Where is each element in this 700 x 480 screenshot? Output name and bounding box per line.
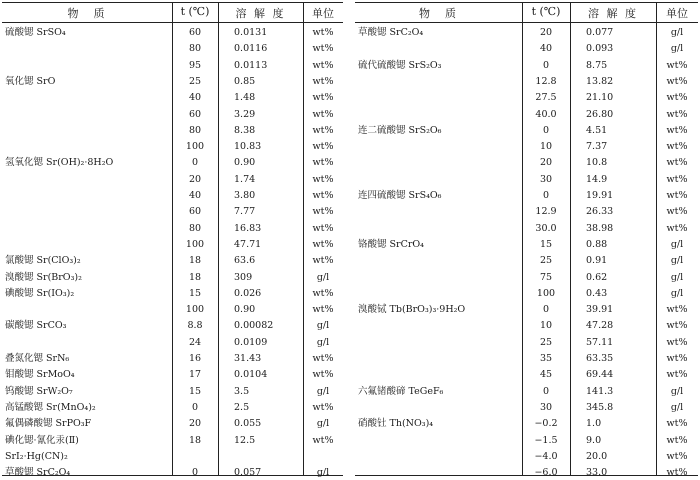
solubility-cell: 0.0131 [234, 27, 268, 38]
temperature-cell: 17 [188, 369, 202, 381]
table-row [2, 123, 343, 138]
unit-cell: wt% [312, 75, 334, 87]
unit-cell: wt% [312, 434, 334, 446]
table-row [2, 58, 343, 73]
solubility-cell: 8.75 [586, 59, 608, 71]
solubility-cell: 7.77 [234, 206, 256, 218]
solubility-cell: 0.055 [234, 418, 262, 430]
temperature-cell: −6.0 [534, 467, 558, 479]
table-row [2, 400, 343, 415]
substance-cell: 草酸锶 SrC₂O₄ [358, 27, 424, 38]
table-row [355, 384, 698, 399]
table-row [355, 253, 698, 268]
temperature-cell: 75 [539, 271, 553, 283]
unit-cell: g/l [316, 271, 330, 283]
solubility-cell: 69.44 [586, 369, 614, 381]
solubility-cell: 31.43 [234, 353, 262, 364]
solubility-cell: 345.8 [586, 401, 614, 413]
unit-cell: wt% [312, 206, 334, 218]
table-row [355, 139, 698, 154]
unit-cell: wt% [312, 173, 334, 185]
solubility-cell: 0.077 [586, 27, 614, 38]
table-row [2, 204, 343, 219]
temperature-cell: 45 [539, 369, 553, 381]
temperature-cell: 100 [185, 304, 205, 316]
temperature-cell: 18 [188, 434, 202, 446]
unit-cell: wt% [666, 190, 688, 201]
temperature-cell: 12.9 [535, 206, 557, 218]
substance-cell: 碳酸锶 SrCO₃ [5, 320, 67, 332]
solubility-cell: 63.35 [586, 353, 614, 364]
solubility-cell: 0.62 [586, 271, 608, 283]
unit-cell: wt% [666, 141, 688, 153]
table-row [355, 41, 698, 56]
table-row [2, 335, 343, 350]
solubility-cell: 38.98 [586, 222, 614, 234]
table-row [2, 286, 343, 301]
solubility-cell: 0.88 [586, 238, 608, 250]
temperature-cell: 30 [539, 173, 553, 185]
temperature-cell: 30.0 [535, 222, 557, 234]
temperature-cell: 24 [188, 336, 202, 348]
solubility-cell: 4.51 [586, 124, 608, 136]
temperature-cell: 95 [188, 59, 202, 71]
solubility-cell: 3.80 [234, 190, 256, 201]
unit-cell: wt% [312, 124, 334, 136]
temperature-cell: 15 [188, 287, 202, 299]
unit-cell: g/l [316, 467, 330, 479]
table-row [355, 351, 698, 366]
substance-cell: 硫酸锶 SrSO₄ [5, 27, 66, 38]
substance-cell: 铬酸锶 SrCrO₄ [358, 238, 424, 250]
unit-cell: wt% [666, 59, 688, 71]
temperature-cell: 60 [188, 206, 202, 218]
header-temperature: t (℃) [531, 5, 561, 18]
solubility-cell: 0.90 [234, 304, 256, 316]
table-row [2, 270, 343, 285]
table-header [355, 3, 698, 23]
unit-cell: wt% [666, 434, 688, 446]
unit-cell: g/l [670, 401, 684, 413]
unit-cell: wt% [666, 336, 688, 348]
table-row [2, 41, 343, 56]
unit-cell: wt% [312, 222, 334, 234]
temperature-cell: 10 [539, 320, 553, 332]
substance-cell: 硫代硫酸锶 SrS₂O₃ [358, 59, 442, 71]
table-row [2, 433, 343, 448]
table-row [2, 351, 343, 366]
solubility-cell: 1.0 [586, 418, 602, 430]
temperature-cell: 16 [188, 353, 202, 364]
unit-cell: wt% [312, 157, 334, 169]
unit-cell: wt% [666, 92, 688, 104]
solubility-cell: 0.85 [234, 75, 256, 87]
table-row [355, 465, 698, 480]
temperature-cell: 10 [539, 141, 553, 153]
table-row [355, 433, 698, 448]
unit-cell: wt% [312, 401, 334, 413]
temperature-cell: 12.8 [535, 75, 557, 87]
temperature-cell: 25 [539, 255, 553, 267]
solubility-cell: 1.74 [234, 173, 256, 185]
table-row [2, 90, 343, 105]
temperature-cell: 40.0 [535, 108, 557, 120]
table-row [355, 237, 698, 252]
table-row [355, 155, 698, 170]
unit-cell: g/l [670, 385, 684, 397]
table-row [355, 286, 698, 301]
solubility-cell: 0.026 [234, 287, 262, 299]
table-row [355, 107, 698, 122]
table-row [2, 25, 343, 40]
unit-cell: wt% [312, 190, 334, 201]
unit-cell: wt% [666, 418, 688, 430]
solubility-cell: 0.0116 [234, 43, 268, 55]
solubility-cell: 309 [234, 271, 253, 283]
temperature-cell: 0 [542, 304, 550, 316]
unit-cell: wt% [312, 304, 334, 316]
solubility-cell: 57.11 [586, 336, 614, 348]
table-row [355, 449, 698, 464]
solubility-cell: 3.5 [234, 385, 250, 397]
substance-cell: 钨酸锶 SrW₂O₇ [5, 385, 73, 397]
header-temperature: t (℃) [180, 5, 210, 18]
unit-cell: wt% [666, 369, 688, 381]
table-row [2, 74, 343, 89]
solubility-cell: 10.83 [234, 141, 262, 153]
solubility-cell: 47.28 [586, 320, 614, 332]
unit-cell: wt% [666, 157, 688, 169]
solubility-cell: 9.0 [586, 434, 602, 446]
temperature-cell: 60 [188, 27, 202, 38]
temperature-cell: 100 [185, 141, 205, 153]
temperature-cell: −0.2 [534, 418, 558, 430]
unit-cell: g/l [316, 320, 330, 332]
temperature-cell: 80 [188, 222, 202, 234]
solubility-cell: 0.90 [234, 157, 256, 169]
unit-cell: wt% [312, 353, 334, 364]
table-row [355, 188, 698, 203]
temperature-cell: 80 [188, 43, 202, 55]
header-substance: 物 质 [419, 7, 458, 20]
unit-cell: g/l [316, 418, 330, 430]
solubility-cell: 0.91 [586, 255, 608, 267]
header-substance: 物 质 [67, 7, 107, 20]
table-row [355, 204, 698, 219]
unit-cell: wt% [312, 287, 334, 299]
table-row [2, 302, 343, 317]
header-unit: 单位 [666, 7, 688, 20]
unit-cell: wt% [666, 222, 688, 234]
solubility-cell: 12.5 [234, 434, 256, 446]
solubility-cell: 0.00082 [234, 320, 274, 332]
substance-cell: 氟偶磷酸锶 SrPO₃F [5, 418, 92, 430]
table-row [2, 172, 343, 187]
solubility-cell: 10.8 [586, 157, 608, 169]
table-row [355, 270, 698, 285]
temperature-cell: 60 [188, 108, 202, 120]
temperature-cell: −1.5 [534, 434, 558, 446]
table-row [355, 367, 698, 382]
unit-cell: wt% [312, 43, 334, 55]
temperature-cell: 0 [542, 59, 550, 71]
temperature-cell: 40 [188, 92, 202, 104]
temperature-cell: 20 [539, 157, 553, 169]
temperature-cell: 15 [539, 238, 553, 250]
temperature-cell: 0 [191, 401, 199, 413]
temperature-cell: 0 [191, 467, 199, 479]
unit-cell: wt% [312, 59, 334, 71]
temperature-cell: 40 [188, 190, 202, 201]
unit-cell: g/l [670, 255, 684, 267]
temperature-cell: 18 [188, 255, 202, 267]
table-row [355, 318, 698, 333]
solubility-cell: 14.9 [586, 173, 608, 185]
temperature-cell: 18 [188, 271, 202, 283]
table-row [355, 74, 698, 89]
table-row [2, 139, 343, 154]
solubility-cell: 0.057 [234, 467, 262, 479]
substance-cell: 连四硫酸锶 SrS₄O₆ [358, 190, 442, 201]
solubility-cell: 3.29 [234, 108, 256, 120]
unit-cell: g/l [670, 271, 684, 283]
solubility-cell: 26.80 [586, 108, 614, 120]
unit-cell: wt% [666, 124, 688, 136]
solubility-cell: 1.48 [234, 92, 256, 104]
solubility-cell: 20.0 [586, 450, 608, 462]
temperature-cell: −4.0 [534, 450, 558, 462]
table-row [355, 302, 698, 317]
temperature-cell: 25 [539, 336, 553, 348]
table-row [355, 123, 698, 138]
temperature-cell: 0 [191, 157, 199, 169]
solubility-cell: 141.3 [586, 385, 614, 397]
unit-cell: wt% [666, 304, 688, 316]
table-row [355, 172, 698, 187]
temperature-cell: 40 [539, 43, 553, 55]
table-row [2, 253, 343, 268]
table-row [355, 400, 698, 415]
substance-cell: 草酸锶 SrC₂O₄ [5, 467, 71, 479]
solubility-cell: 16.83 [234, 222, 262, 234]
temperature-cell: 8.8 [187, 320, 203, 332]
table-row [2, 318, 343, 333]
unit-cell: g/l [670, 287, 684, 299]
solubility-cell: 33.0 [586, 467, 608, 479]
substance-cell: SrI₂·Hg(CN)₂ [5, 450, 68, 462]
unit-cell: wt% [312, 92, 334, 104]
temperature-cell: 27.5 [535, 92, 557, 104]
table-row [355, 58, 698, 73]
temperature-cell: 20 [188, 418, 202, 430]
unit-cell: g/l [670, 27, 684, 38]
table-row [355, 221, 698, 236]
solubility-cell: 8.38 [234, 124, 256, 136]
substance-cell: 碘化锶·氰化汞(Ⅱ) [5, 434, 79, 446]
table-row [2, 465, 343, 480]
table-row [355, 416, 698, 431]
substance-cell: 硝酸钍 Th(NO₃)₄ [358, 418, 434, 430]
left-solubility-table [2, 2, 343, 479]
unit-cell: g/l [670, 238, 684, 250]
table-row [2, 221, 343, 236]
temperature-cell: 15 [188, 385, 202, 397]
unit-cell: wt% [666, 75, 688, 87]
temperature-cell: 20 [539, 27, 553, 38]
temperature-cell: 80 [188, 124, 202, 136]
unit-cell: g/l [316, 385, 330, 397]
substance-cell: 六氟锗酸碲 TeGeF₆ [358, 385, 444, 397]
header-solubility: 溶 解 度 [588, 7, 638, 20]
solubility-cell: 21.10 [586, 92, 614, 104]
unit-cell: wt% [312, 238, 334, 250]
right-solubility-table [355, 2, 698, 479]
solubility-cell: 0.093 [586, 43, 614, 55]
unit-cell: wt% [312, 27, 334, 38]
unit-cell: wt% [666, 467, 688, 479]
unit-cell: wt% [666, 320, 688, 332]
unit-cell: wt% [312, 369, 334, 381]
solubility-cell: 47.71 [234, 238, 262, 250]
solubility-cell: 0.0113 [234, 59, 268, 71]
header-solubility: 溶 解 度 [235, 7, 286, 20]
table-row [2, 367, 343, 382]
table-row [2, 188, 343, 203]
temperature-cell: 0 [542, 124, 550, 136]
solubility-cell: 0.0109 [234, 336, 268, 348]
temperature-cell: 100 [536, 287, 556, 299]
solubility-cell: 63.6 [234, 255, 256, 267]
unit-cell: wt% [666, 206, 688, 218]
temperature-cell: 100 [185, 238, 205, 250]
substance-cell: 溴酸锶 Sr(BrO₃)₂ [5, 271, 82, 283]
temperature-cell: 30 [539, 401, 553, 413]
solubility-cell: 7.37 [586, 141, 608, 153]
solubility-cell: 2.5 [234, 401, 250, 413]
table-row [2, 155, 343, 170]
unit-cell: wt% [666, 450, 688, 462]
substance-cell: 溴酸铽 Tb(BrO₃)₃·9H₂O [358, 304, 466, 316]
substance-cell: 钼酸锶 SrMoO₄ [5, 369, 75, 381]
solubility-cell: 26.33 [586, 206, 614, 218]
table-row [355, 25, 698, 40]
header-unit: 单位 [312, 7, 334, 20]
unit-cell: wt% [666, 108, 688, 120]
substance-cell: 高锰酸锶 Sr(MnO₄)₂ [5, 401, 96, 413]
unit-cell: wt% [666, 353, 688, 364]
table-row [2, 384, 343, 399]
unit-cell: wt% [666, 173, 688, 185]
solubility-cell: 0.43 [586, 287, 608, 299]
temperature-cell: 0 [542, 190, 550, 201]
substance-cell: 连二硫酸锶 SrS₂O₆ [358, 124, 442, 136]
unit-cell: wt% [312, 108, 334, 120]
table-row [2, 449, 343, 464]
temperature-cell: 35 [539, 353, 553, 364]
substance-cell: 叠氮化锶 SrN₆ [5, 353, 70, 364]
unit-cell: g/l [670, 43, 684, 55]
table-row [355, 90, 698, 105]
table-row [2, 416, 343, 431]
substance-cell: 氧化锶 SrO [5, 75, 56, 87]
unit-cell: g/l [316, 336, 330, 348]
table-row [355, 335, 698, 350]
substance-cell: 氯酸锶 Sr(ClO₃)₂ [5, 255, 81, 267]
temperature-cell: 25 [188, 75, 202, 87]
temperature-cell: 20 [188, 173, 202, 185]
table-row [2, 237, 343, 252]
unit-cell: wt% [312, 141, 334, 153]
substance-cell: 氢氧化锶 Sr(OH)₂·8H₂O [5, 157, 114, 169]
solubility-cell: 13.82 [586, 75, 614, 87]
solubility-cell: 39.91 [586, 304, 614, 316]
table-row [2, 107, 343, 122]
solubility-cell: 19.91 [586, 190, 614, 201]
temperature-cell: 0 [542, 385, 550, 397]
unit-cell: wt% [312, 255, 334, 267]
solubility-cell: 0.0104 [234, 369, 268, 381]
substance-cell: 碘酸锶 Sr(IO₃)₂ [5, 287, 75, 299]
